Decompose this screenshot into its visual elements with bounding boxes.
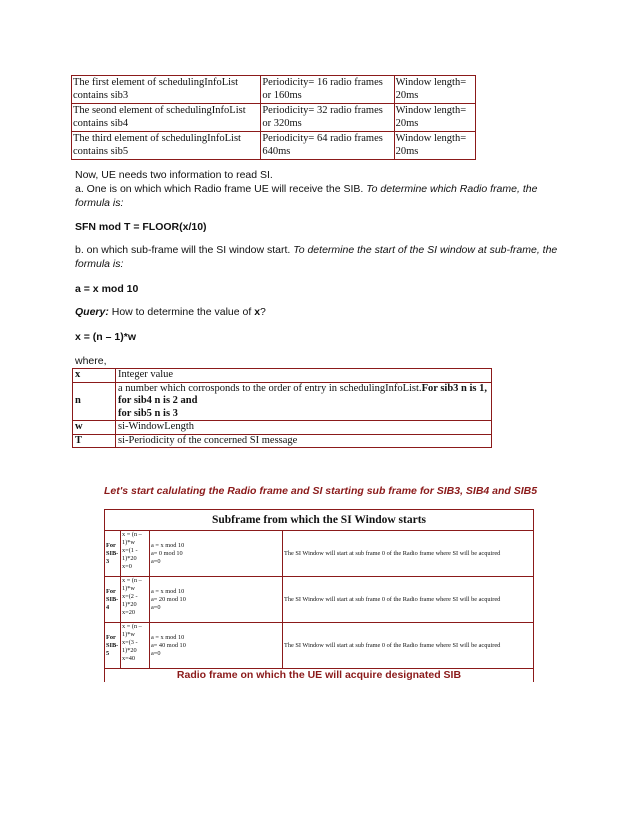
periodicity-table bbox=[71, 75, 476, 160]
subframe-italic: To determine the start of the SI window at sub-frame, the formula is: bbox=[75, 244, 558, 270]
x-line: 1)*20 bbox=[122, 601, 137, 608]
a-calc-cell bbox=[150, 531, 283, 577]
a-line: a= 0 mod 10 bbox=[151, 549, 183, 557]
a-line: a= 20 mod 10 bbox=[151, 595, 186, 603]
a-calc-cell bbox=[150, 623, 283, 669]
definitions-table bbox=[72, 368, 492, 448]
a-line: a= 40 mod 10 bbox=[151, 641, 186, 649]
window-message: The SI Window will start at sub frame 0 of the Radio frame where SI will be acquired bbox=[283, 623, 534, 669]
def-key: T bbox=[73, 434, 116, 448]
def-value: si-WindowLength bbox=[116, 421, 492, 435]
table-title: Subframe from which the SI Window starts bbox=[105, 510, 534, 531]
formula-x: x = (n – 1)*w bbox=[75, 331, 136, 343]
x-line: 1)*20 bbox=[122, 647, 137, 654]
a-line: a = x mod 10 bbox=[151, 587, 185, 595]
intro-text: a. One is on which which Radio frame UE will receive the SIB. bbox=[75, 183, 367, 195]
window-cell: Window length= 20ms bbox=[394, 104, 475, 132]
x-line: x=(2 - bbox=[122, 593, 138, 600]
table-row bbox=[72, 76, 476, 104]
a-line: a=0 bbox=[151, 649, 161, 657]
x-line: 1)*w bbox=[122, 631, 135, 638]
query-var: x bbox=[254, 306, 261, 318]
table-row bbox=[73, 434, 492, 448]
a-line: a=0 bbox=[151, 557, 161, 565]
x-calc-cell bbox=[121, 531, 150, 577]
query-text: How to determine the value of bbox=[108, 306, 255, 318]
def-bold: For sib3 n is 1, bbox=[421, 382, 488, 394]
x-line: 1)*20 bbox=[122, 555, 137, 562]
periodicity-cell: Periodicity= 32 radio frames or 320ms bbox=[261, 104, 394, 132]
def-bold: for sib5 n is 3 bbox=[118, 407, 178, 419]
def-key: w bbox=[73, 421, 116, 435]
table-row bbox=[73, 382, 492, 421]
def-bold: for sib4 n is 2 and bbox=[118, 395, 198, 406]
window-cell: Window length= 20ms bbox=[394, 76, 475, 104]
def-value: si-Periodicity of the concerned SI message bbox=[116, 434, 492, 448]
element-cell: The third element of schedulingInfoList contains sib5 bbox=[72, 132, 261, 160]
window-cell: Window length= 20ms bbox=[394, 132, 475, 160]
x-line: x=(1 - bbox=[122, 547, 138, 554]
query-end: ? bbox=[260, 306, 266, 318]
query-label: Query: bbox=[75, 306, 109, 318]
table-row bbox=[105, 577, 534, 623]
table-row bbox=[73, 369, 492, 383]
query-line bbox=[75, 305, 575, 319]
window-message: The SI Window will start at sub frame 0 of the Radio frame where SI will be acquired bbox=[283, 531, 534, 577]
def-key: n bbox=[73, 382, 116, 421]
x-line: x = (n – bbox=[122, 531, 142, 538]
intro-line: Now, UE needs two information to read SI. bbox=[75, 169, 273, 181]
a-line: a=0 bbox=[151, 603, 161, 611]
sib-cell: For SIB-3 bbox=[105, 531, 121, 577]
x-line: x=(3 - bbox=[122, 639, 138, 646]
subframe-table bbox=[104, 509, 534, 682]
element-cell: The seond element of schedulingInfoList contains sib4 bbox=[72, 104, 261, 132]
sib-cell: For SIB-5 bbox=[105, 623, 121, 669]
formula-a: a = x mod 10 bbox=[75, 283, 139, 295]
x-line: x=0 bbox=[122, 563, 132, 570]
x-line: x = (n – bbox=[122, 623, 142, 630]
table-row bbox=[105, 531, 534, 577]
a-line: a = x mod 10 bbox=[151, 541, 185, 549]
x-line: x = (n – bbox=[122, 577, 142, 584]
table-row bbox=[72, 104, 476, 132]
subframe-text: b. on which sub-frame will the SI window start. bbox=[75, 244, 294, 256]
table-footer: Radio frame on which the UE will acquire designated SIB bbox=[105, 669, 534, 683]
periodicity-cell: Periodicity= 16 radio frames or 160ms bbox=[261, 76, 394, 104]
table-row bbox=[72, 132, 476, 160]
formula-sfn: SFN mod T = FLOOR(x/10) bbox=[75, 221, 207, 233]
table-row bbox=[105, 623, 534, 669]
table-header-row bbox=[105, 510, 534, 531]
where-label: where, bbox=[75, 355, 107, 367]
x-calc-cell bbox=[121, 623, 150, 669]
table-row bbox=[73, 421, 492, 435]
a-line: a = x mod 10 bbox=[151, 633, 185, 641]
x-line: 1)*w bbox=[122, 539, 135, 546]
def-value: Integer value bbox=[116, 369, 492, 383]
table-footer-row bbox=[105, 669, 534, 683]
window-message: The SI Window will start at sub frame 0 of the Radio frame where SI will be acquired bbox=[283, 577, 534, 623]
sib-cell: For SIB-4 bbox=[105, 577, 121, 623]
subframe-paragraph bbox=[75, 243, 575, 271]
intro-line-a bbox=[75, 182, 575, 210]
def-value bbox=[116, 382, 492, 421]
x-calc-cell bbox=[121, 577, 150, 623]
section-heading: Let's start calulating the Radio frame and SI starting sub frame for SIB3, SIB4 and SIB5 bbox=[104, 485, 538, 497]
x-line: 1)*w bbox=[122, 585, 135, 592]
x-line: x=20 bbox=[122, 609, 135, 616]
periodicity-cell: Periodicity= 64 radio frames 640ms bbox=[261, 132, 394, 160]
def-text: a number which corrosponds to the order of entry in schedulingInfoList. bbox=[118, 382, 422, 394]
intro-italic: To determine which Radio frame, the formula is: bbox=[75, 183, 538, 209]
a-calc-cell bbox=[150, 577, 283, 623]
element-cell: The first element of schedulingInfoList contains sib3 bbox=[72, 76, 261, 104]
intro-paragraph bbox=[75, 168, 575, 210]
def-key: x bbox=[73, 369, 116, 383]
x-line: x=40 bbox=[122, 655, 135, 662]
